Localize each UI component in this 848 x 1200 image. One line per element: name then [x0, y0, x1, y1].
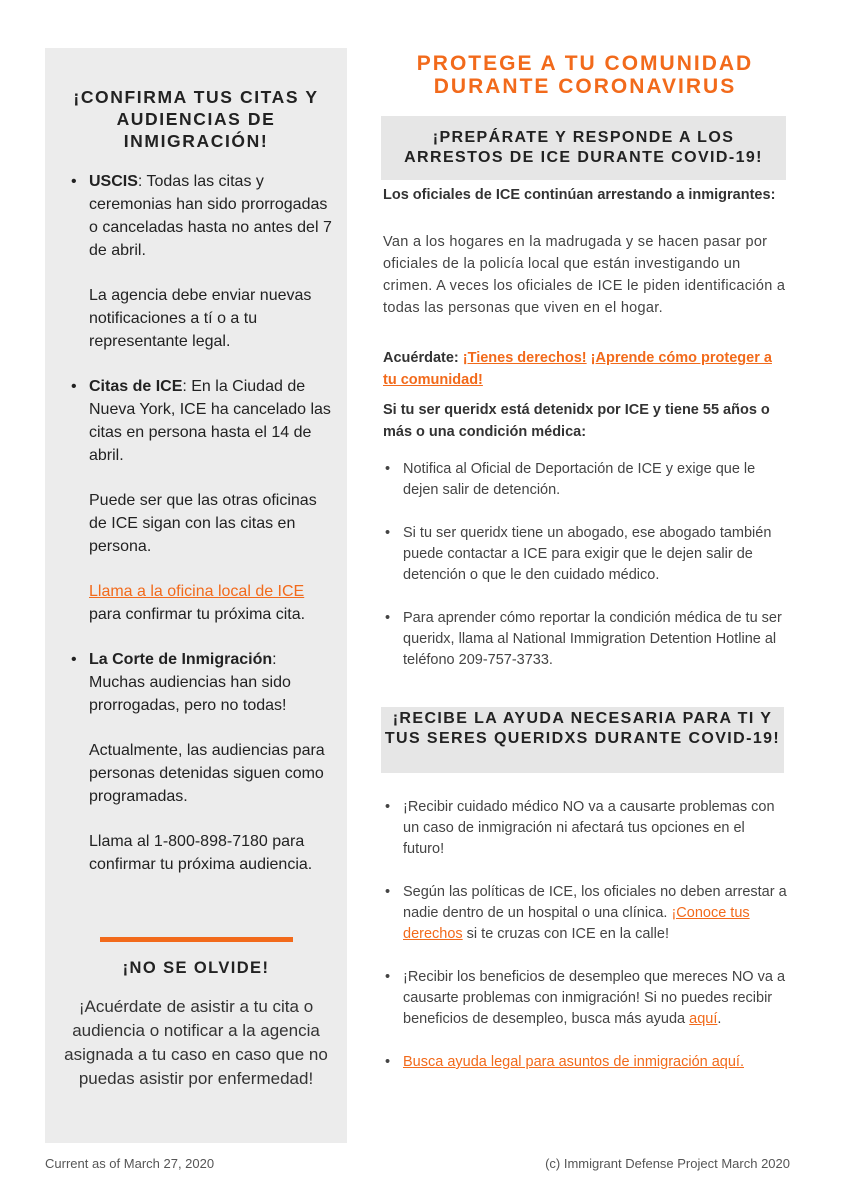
list-item-medical-care: • ¡Recibir cuidado médico NO va a causarte problemas con un caso de inmigración ni afectará tus opciones en el futuro! [383, 797, 788, 860]
court-phone-note: Llama al 1-800-898-7180 para confirmar tu próxima audiencia. [89, 833, 313, 873]
appointments-list [67, 170, 335, 876]
unemployment-text: ¡Recibir los beneficios de desempleo que mereces NO va a causarte problemas con inmigración! Si no puedes recibir beneficios de desempleo, busca más ayuda [403, 969, 786, 1027]
list-item-hospital [383, 882, 788, 945]
hospital-after: si te cruzas con ICE en la calle! [462, 926, 669, 942]
unemployment-after: . [717, 1011, 722, 1027]
list-item-legal-help [383, 1052, 788, 1073]
unemployment-aqui-link[interactable]: aquí [689, 1011, 718, 1027]
section-heading-help: ¡RECIBE LA AYUDA NECESARIA PARA TI Y TUS SERES QUERIDXS DURANTE COVID-19! [381, 707, 784, 773]
uscis-label: USCIS [89, 173, 138, 190]
legal-help-link[interactable]: Busca ayuda legal para asuntos de inmigración aquí. [403, 1054, 744, 1070]
reminder-text: ¡Acuérdate de asistir a tu cita o audiencia o notificar a la agencia asignada a tu caso en caso que no puedas asistir por enfermedad! [64, 997, 328, 1088]
orange-divider [100, 937, 293, 942]
court-label: La Corte de Inmigración [89, 651, 273, 668]
sidebar-title: ¡CONFIRMA TUS CITAS Y AUDIENCIAS DE INMIGRACIÓN! [73, 87, 319, 151]
list-item-ice [67, 375, 335, 626]
list-item: • Si tu ser queridx tiene un abogado, ese abogado también puede contactar a ICE para exigir que le dejen salir de detención o que le den cuidado médico. [383, 523, 788, 586]
ice-call-paragraph [89, 580, 335, 626]
ice-local-office-link[interactable]: Llama a la oficina local de ICE [89, 583, 305, 600]
conoce-derechos-link[interactable]: ¡Conoce tus derechos [403, 905, 750, 942]
list-item-uscis [67, 170, 335, 353]
list-item-unemployment [383, 967, 788, 1030]
detained-lead: Si tu ser queridx está detenidx por ICE y tiene 55 años o más o una condición médica: [383, 402, 770, 440]
page-title: PROTEGE A TU COMUNIDAD DURANTE CORONAVIRUS [416, 52, 754, 98]
acuerdate-label: Acuérdate: [383, 350, 463, 366]
uscis-note: La agencia debe enviar nuevas notificaciones a tí o a tu representante legal. [89, 287, 312, 350]
help-list [383, 797, 788, 1095]
court-text: : Muchas audiencias han sido prorrogadas, pero no todas! [89, 651, 291, 714]
ice-text: : En la Ciudad de Nueva York, ICE ha cancelado las citas en persona hasta el 14 de abril. [89, 378, 331, 464]
ice-call-text: para confirmar tu próxima cita. [89, 606, 306, 623]
ice-label: Citas de ICE [89, 378, 183, 395]
tienes-derechos-link[interactable]: ¡Tienes derechos! [462, 350, 587, 366]
ice-note: Puede ser que las otras oficinas de ICE sigan con las citas en persona. [89, 492, 317, 555]
court-note: Actualmente, las audiencias para personas detenidas siguen como programadas. [89, 742, 325, 805]
ice-arrests-lead: Los oficiales de ICE continúan arrestando a inmigrantes: [383, 187, 776, 203]
footer-date: Current as of March 27, 2020 [45, 1156, 215, 1171]
footer-copyright: (c) Immigrant Defense Project March 2020 [545, 1156, 790, 1171]
acuerdate-line [383, 347, 788, 391]
list-item: • Notifica al Oficial de Deportación de ICE y exige que le dejen salir de detención. [383, 459, 788, 501]
sidebar-panel [45, 48, 347, 1143]
section-heading-arrests: ¡PREPÁRATE Y RESPONDE A LOS ARRESTOS DE ICE DURANTE COVID-19! [381, 116, 786, 180]
list-item-court [67, 648, 335, 876]
court-paragraph [89, 648, 335, 717]
hospital-text: Según las políticas de ICE, los oficiales no deben arrestar a nadie dentro de un hospital o una clínica. [403, 884, 787, 921]
detention-steps-list [383, 459, 788, 693]
uscis-paragraph [89, 170, 335, 262]
list-item: • Para aprender cómo reportar la condición médica de tu ser queridx, llama al National Immigration Detention Hotline al teléfono 209-757-3733. [383, 608, 788, 671]
no-olvide-heading: ¡NO SE OLVIDE! [122, 959, 270, 977]
ice-paragraph [89, 375, 335, 467]
ice-arrests-body: Van a los hogares en la madrugada y se hacen pasar por oficiales de la policía local que están investigando un crimen. A veces los oficiales de ICE le piden identificación a todas las personas que viven en el hogar. [383, 234, 786, 316]
aprende-proteger-link[interactable]: ¡Aprende cómo proteger a tu comunidad! [383, 350, 772, 388]
uscis-text: : Todas las citas y ceremonias han sido prorrogadas o canceladas hasta no antes del 7 de abril. [89, 173, 332, 259]
